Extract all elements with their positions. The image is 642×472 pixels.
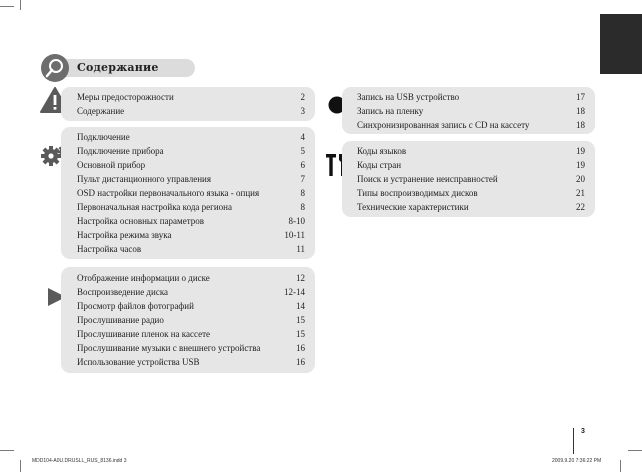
toc-entry[interactable] (77, 200, 305, 214)
toc-entry-page: 12-14 (284, 287, 305, 297)
toc-entry[interactable] (77, 242, 305, 256)
toc-entry-label: Запись на USB устройство (357, 92, 460, 102)
toc-entry-page: 4 (300, 132, 305, 142)
toc-entry[interactable] (77, 299, 305, 313)
toc-entry[interactable] (77, 144, 305, 158)
toc-entry[interactable] (357, 90, 585, 104)
section-panel (342, 141, 595, 217)
footer-filename: MDD104-A0U.DRUSLL_RUS_8136.indd 3 (32, 458, 127, 464)
toc-entry-page: 6 (300, 160, 305, 170)
toc-entry[interactable] (77, 90, 305, 104)
toc-entry[interactable] (357, 104, 585, 118)
toc-entry-page: 15 (296, 315, 305, 325)
toc-entry-label: Технические характеристики (357, 202, 469, 212)
toc-entry-page: 5 (300, 146, 305, 156)
toc-entry[interactable] (357, 144, 585, 158)
toc-entry[interactable] (77, 285, 305, 299)
contents-header (41, 54, 161, 82)
toc-entry-page: 19 (576, 146, 585, 156)
toc-entry[interactable] (77, 172, 305, 186)
toc-entry-page: 8 (300, 188, 305, 198)
toc-entry[interactable] (77, 130, 305, 144)
page-number: 3 (581, 428, 585, 435)
footer-date: 2009.9.20 7:36:22 PM (552, 458, 602, 464)
toc-entry[interactable] (357, 172, 585, 186)
toc-entry-page: 8-10 (288, 216, 305, 226)
toc-entry-label: Прослушивание музыки с внешнего устройства (77, 343, 261, 353)
toc-entry-label: Основной прибор (77, 160, 146, 170)
toc-entry-label: Коды стран (357, 160, 402, 170)
toc-entry-label: Отображение информации о диске (77, 273, 210, 283)
toc-entry-label: Пульт дистанционного управления (77, 174, 211, 184)
toc-entry-page: 21 (576, 188, 585, 198)
toc-entry[interactable] (77, 214, 305, 228)
toc-entry-label: Первоначальная настройка кода региона (77, 202, 232, 212)
page-number-divider (573, 428, 574, 454)
crop-mark (20, 460, 21, 472)
toc-entry[interactable] (77, 355, 305, 369)
toc-entry-page: 17 (576, 92, 585, 102)
toc-entry[interactable] (357, 118, 585, 132)
section-panel (61, 127, 315, 259)
crop-mark (20, 0, 21, 10)
toc-entry-page: 12 (296, 273, 305, 283)
toc-entry-label: OSD настройки первоначального языка - опция (77, 188, 260, 198)
toc-entry-label: Настройка основных параметров (77, 216, 205, 226)
toc-entry-label: Воспроизведение диска (77, 287, 169, 297)
section-panel (342, 87, 595, 134)
toc-entry-label: Синхронизированная запись с CD на кассету (357, 120, 530, 130)
crop-mark (0, 6, 14, 7)
toc-entry-page: 7 (300, 174, 305, 184)
toc-entry-label: Коды языков (357, 146, 407, 156)
toc-entry-page: 14 (296, 301, 305, 311)
toc-entry-label: Поиск и устранение неисправностей (357, 174, 498, 184)
toc-entry[interactable] (357, 200, 585, 214)
toc-entry[interactable] (77, 228, 305, 242)
toc-entry-label: Настройка режима звука (77, 230, 172, 240)
toc-entry[interactable] (77, 341, 305, 355)
search-icon (41, 54, 69, 82)
toc-entry-label: Прослушивание пленок на кассете (77, 329, 211, 339)
toc-entry-label: Использование устройства USB (77, 357, 200, 367)
toc-entry-page: 3 (300, 106, 305, 116)
toc-entry-page: 19 (576, 160, 585, 170)
toc-entry-page: 16 (296, 357, 305, 367)
toc-entry[interactable] (77, 186, 305, 200)
toc-entry-page: 22 (576, 202, 585, 212)
toc-entry[interactable] (77, 104, 305, 118)
crop-mark (628, 450, 642, 451)
crop-mark (0, 450, 14, 451)
toc-entry-label: Содержание (77, 106, 125, 116)
page-title: Содержание (77, 61, 159, 74)
toc-entry-page: 2 (300, 92, 305, 102)
toc-entry[interactable] (77, 313, 305, 327)
section-panel (61, 267, 315, 373)
toc-entry[interactable] (77, 327, 305, 341)
toc-entry[interactable] (357, 186, 585, 200)
toc-entry-page: 18 (576, 106, 585, 116)
toc-entry-label: Просмотр файлов фотографий (77, 301, 194, 311)
toc-entry[interactable] (77, 271, 305, 285)
crop-mark (620, 460, 621, 472)
page-tab (600, 14, 642, 74)
toc-entry-page: 8 (300, 202, 305, 212)
toc-entry-label: Подключение (77, 132, 130, 142)
toc-entry[interactable] (357, 158, 585, 172)
toc-entry-label: Прослушивание радио (77, 315, 164, 325)
toc-entry-page: 15 (296, 329, 305, 339)
toc-entry-page: 20 (576, 174, 585, 184)
section-panel (61, 87, 315, 121)
toc-entry-page: 11 (296, 244, 305, 254)
toc-entry-label: Подключение прибора (77, 146, 164, 156)
toc-entry-page: 18 (576, 120, 585, 130)
toc-entry[interactable] (77, 158, 305, 172)
toc-entry-label: Типы воспроизводимых дисков (357, 188, 478, 198)
toc-entry-page: 16 (296, 343, 305, 353)
toc-entry-page: 10-11 (284, 230, 305, 240)
toc-entry-label: Настройка часов (77, 244, 142, 254)
toc-entry-label: Запись на пленку (357, 106, 424, 116)
toc-entry-label: Меры предосторожности (77, 92, 174, 102)
